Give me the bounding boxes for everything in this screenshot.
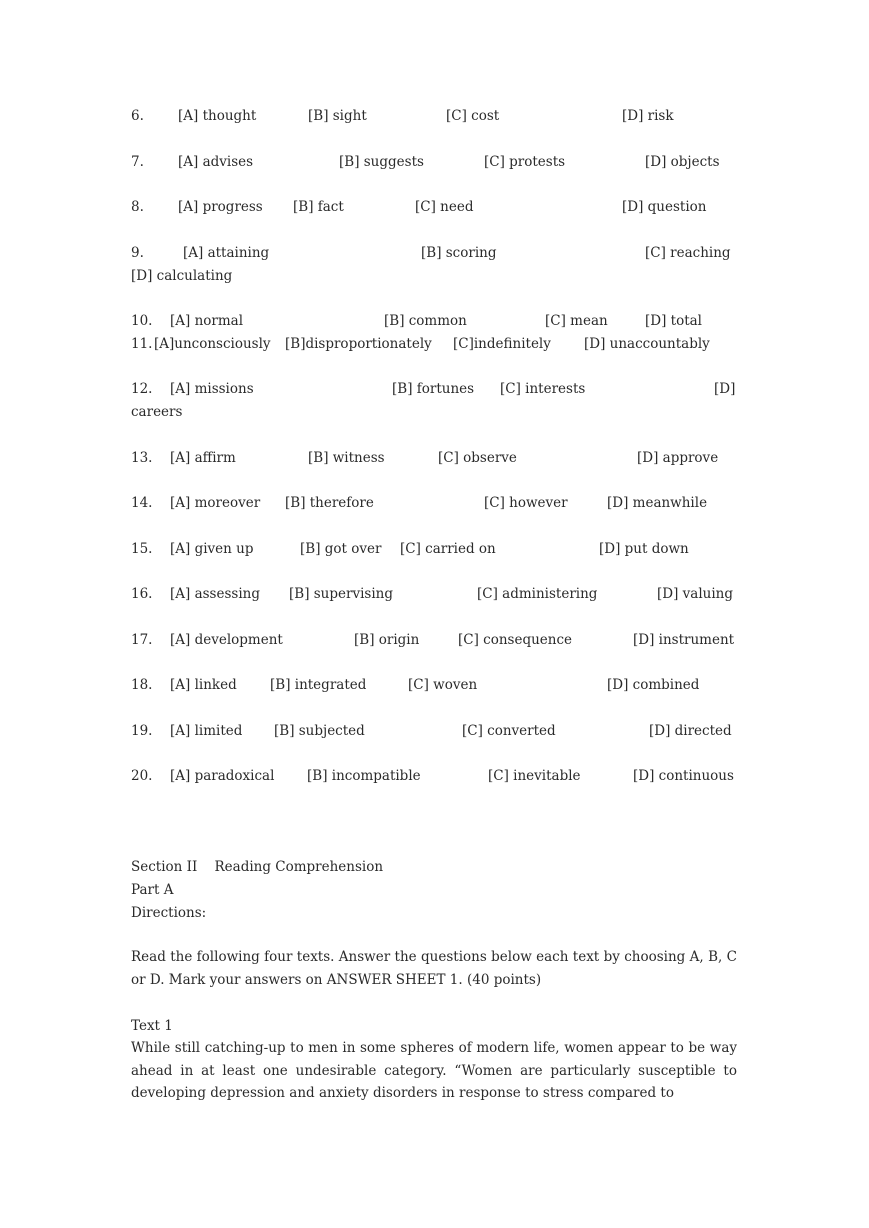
question-number: 13.: [131, 450, 153, 466]
option-b: [B] witness: [308, 450, 385, 466]
option-a: [A] given up: [170, 541, 254, 557]
option-a: [A] linked: [170, 677, 237, 693]
directions-label: Directions:: [131, 905, 207, 921]
option-b: [B] suggests: [339, 154, 424, 170]
directions-text: Read the following four texts. Answer the questions below each text by choosing A, B, C or D. Mark your answers on ANSWER SHEET 1. (40 points): [131, 949, 737, 988]
question-number: 8.: [131, 199, 144, 215]
option-b: [B] subjected: [274, 723, 365, 739]
option-d: [D] question: [622, 199, 707, 215]
option-b: [B] incompatible: [307, 768, 421, 784]
option-d: [D]: [714, 381, 736, 397]
option-d-continued: careers: [131, 404, 183, 420]
question-number: 14.: [131, 495, 153, 511]
option-d: [D] put down: [599, 541, 689, 557]
question-number: 19.: [131, 723, 153, 739]
option-a: [A] development: [170, 632, 283, 648]
text-label: Text 1: [131, 1018, 173, 1034]
option-d: [D] continuous: [633, 768, 734, 784]
option-c: [C]indefinitely: [453, 336, 551, 352]
option-c: [C] mean: [545, 313, 608, 329]
option-d: [D] directed: [649, 723, 732, 739]
question-number: 11.: [131, 336, 153, 352]
option-a: [A] missions: [170, 381, 254, 397]
option-d: [D] valuing: [657, 586, 733, 602]
option-a: [A] advises: [178, 154, 254, 170]
question-number: 20.: [131, 768, 153, 784]
option-b: [B]disproportionately: [285, 336, 432, 352]
option-d: [D] total: [645, 313, 702, 329]
option-c: [C] need: [415, 199, 474, 215]
option-b: [B] sight: [308, 108, 367, 124]
option-c: [C] observe: [438, 450, 517, 466]
text-body: While still catching-up to men in some spheres of modern life, women appear to be way ahead in at least one undesirable category. “Women are particularly susceptible to developing depression and anxiety disorders in response to stress compared to: [131, 1040, 737, 1101]
option-b: [B] supervising: [289, 586, 393, 602]
option-c: [C] consequence: [458, 632, 573, 648]
question-number: 10.: [131, 313, 153, 329]
question-number: 15.: [131, 541, 153, 557]
option-b: [B] scoring: [421, 245, 497, 261]
option-c: [C] interests: [500, 381, 586, 397]
section-title: Section II Reading Comprehension: [131, 859, 384, 875]
option-a: [A] limited: [170, 723, 243, 739]
option-b: [B] got over: [300, 541, 382, 557]
question-number: 16.: [131, 586, 153, 602]
option-a: [A] paradoxical: [170, 768, 275, 784]
option-c: [C] however: [484, 495, 568, 511]
option-d: [D] unaccountably: [584, 336, 710, 352]
option-a: [A] moreover: [170, 495, 261, 511]
question-number: 9.: [131, 245, 144, 261]
option-a: [A] assessing: [170, 586, 260, 602]
question-number: 6.: [131, 108, 144, 124]
option-d: [D] objects: [645, 154, 720, 170]
option-c: [C] cost: [446, 108, 500, 124]
option-c: [C] converted: [462, 723, 556, 739]
question-number: 17.: [131, 632, 153, 648]
option-d: [D] combined: [607, 677, 700, 693]
option-a: [A] affirm: [170, 450, 236, 466]
option-a: [A]unconsciously: [154, 336, 271, 352]
option-b: [B] common: [384, 313, 467, 329]
question-number: 18.: [131, 677, 153, 693]
option-b: [B] therefore: [285, 495, 374, 511]
option-c: [C] carried on: [400, 541, 496, 557]
option-c: [C] reaching: [645, 245, 731, 261]
option-c: [C] inevitable: [488, 768, 581, 784]
option-c: [C] woven: [408, 677, 478, 693]
option-b: [B] origin: [354, 632, 420, 648]
part-title: Part A: [131, 882, 174, 898]
option-a: [A] attaining: [183, 245, 270, 261]
option-c: [C] protests: [484, 154, 566, 170]
question-number: 7.: [131, 154, 144, 170]
option-b: [B] fact: [293, 199, 344, 215]
option-b: [B] fortunes: [392, 381, 475, 397]
question-number: 12.: [131, 381, 153, 397]
option-b: [B] integrated: [270, 677, 367, 693]
option-d: [D] risk: [622, 108, 674, 124]
option-a: [A] normal: [170, 313, 244, 329]
option-c: [C] administering: [477, 586, 598, 602]
option-d: [D] calculating: [131, 268, 233, 284]
option-d: [D] approve: [637, 450, 719, 466]
option-a: [A] progress: [178, 199, 263, 215]
option-d: [D] instrument: [633, 632, 735, 648]
option-a: [A] thought: [178, 108, 257, 124]
option-d: [D] meanwhile: [607, 495, 708, 511]
